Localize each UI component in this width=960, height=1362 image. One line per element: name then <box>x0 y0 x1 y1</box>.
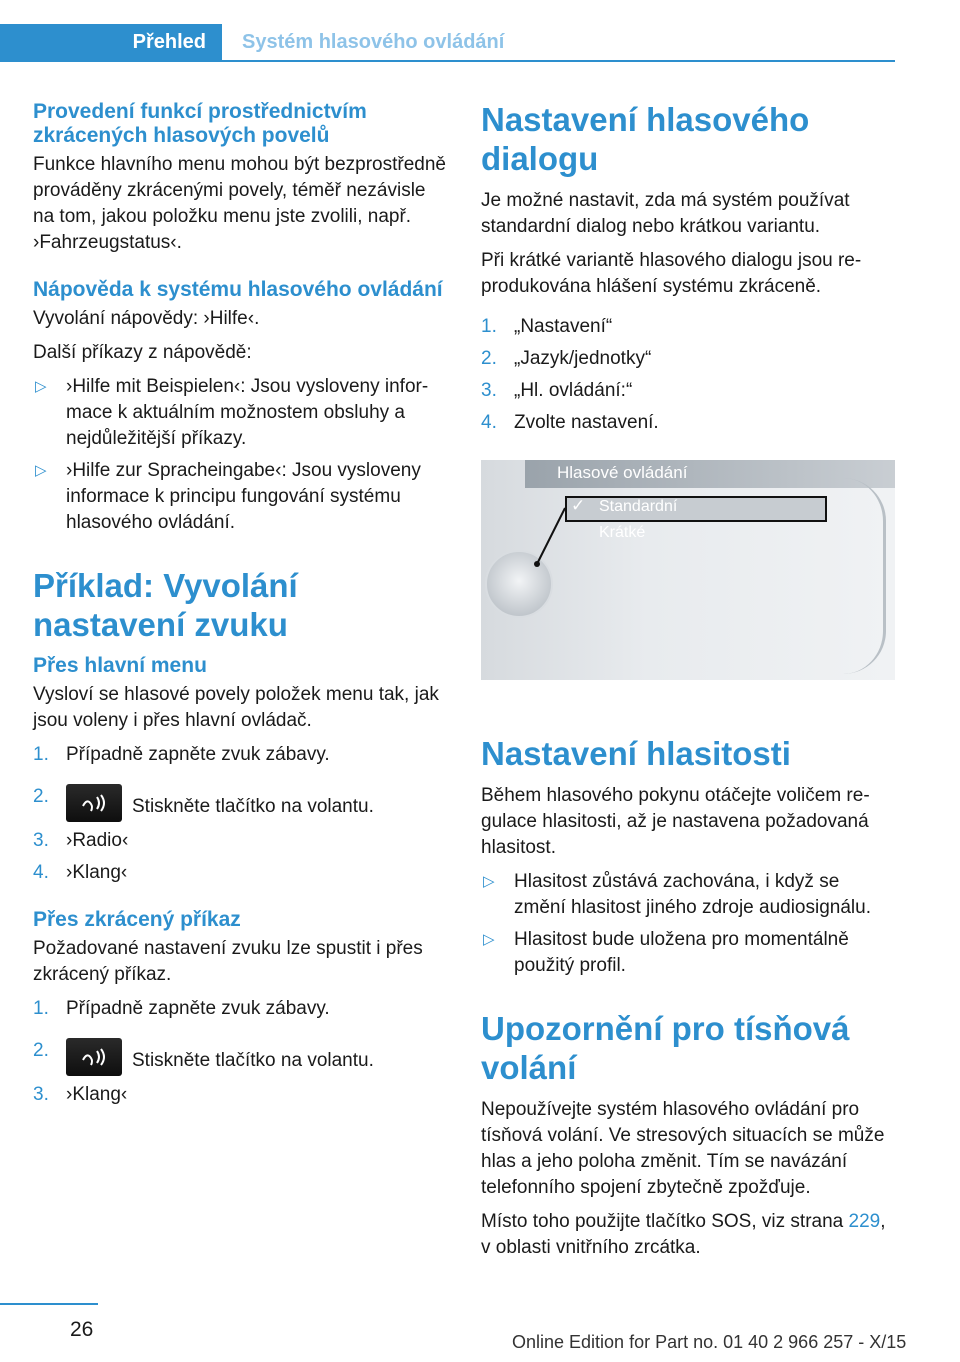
shortcut-body: Požadované nastavení zvuku lze spustit i přes zkrácený příkaz. <box>33 938 423 985</box>
list-item: ▷ ›Hilfe mit Beispielen‹: Jsou vysloveny informace k aktuálním možnostem obsluhy a nejdůležitější příkazy. <box>35 376 429 449</box>
left-column <box>33 100 448 1114</box>
list-item: 3. ›Klang‹ <box>33 1084 128 1105</box>
section-title-shortcuts: Provedení funkcí prostřednictvím zkrácených hlasových povelů <box>33 100 367 147</box>
tab-overview-label: Přehled <box>132 31 206 53</box>
list-item: ▷ ›Hilfe zur Spracheingabe‹: Jsou vysloveny informace k principu fungování systému hlasového ovládání. <box>35 460 421 533</box>
dialog-body-1: Je možné nastavit, zda má systém používat standardní dialog nebo krátkou variantu. <box>481 190 850 237</box>
triangle-bullet-icon: ▷ <box>35 462 47 479</box>
section-title-dialog: Nastavení hlasového dialogu <box>481 101 810 177</box>
tab-voice-control[interactable]: Systém hlasového ovládání <box>242 31 505 53</box>
emergency-body-2: Místo toho použijte tlačítko SOS, viz strana 229, v oblasti vnitřního zrcátka. <box>481 1211 886 1258</box>
help-body-2: Další příkazy z nápovědě: <box>33 342 252 363</box>
right-column <box>481 100 895 1269</box>
header-divider <box>0 60 895 62</box>
triangle-bullet-icon: ▷ <box>483 873 495 890</box>
section-title-volume: Nastavení hlasitosti <box>481 735 791 772</box>
list-item: 4. ›Klang‹ <box>33 862 128 883</box>
idrive-screen-image <box>481 460 895 680</box>
list-item: 4. Zvolte nastavení. <box>481 412 659 433</box>
screen-option-short: Krátké <box>599 524 646 541</box>
dialog-body-2: Při krátké variantě hlasového dialogu jsou reprodukována hlášení systému zkráceně. <box>481 250 862 297</box>
list-item: ▷ Hlasitost zůstává zachována, i když se změní hlasitost jiného zdroje audiosignálu. <box>483 871 871 918</box>
screen-option-standard: Standardní <box>599 498 678 515</box>
edition-text: Online Edition for Part no. 01 40 2 966 257 - X/15 <box>512 1332 907 1352</box>
triangle-bullet-icon: ▷ <box>35 378 47 395</box>
tab-overview[interactable] <box>0 24 222 60</box>
main-menu-steps <box>33 742 448 886</box>
list-item: 1. „Nastavení“ <box>481 316 613 337</box>
screen-title: Hlasové ovládání <box>557 463 688 482</box>
emergency-body-1: Nepoužívejte systém hlasového ovládání pro tísňová volání. Ve stresových situacích se může hlas a jeho poloha změnit. Tím se navázání telefonního spojení zbytečně zpožďuje. <box>481 1099 885 1198</box>
help-body-1: Vyvolání nápovědy: ›Hilfe‹. <box>33 308 260 329</box>
list-item: 2. Stiskněte tlačítko na volantu. <box>33 784 448 822</box>
subtitle-shortcut: Přes zkrácený příkaz <box>33 908 241 931</box>
list-item: ▷ Hlasitost bude uložena pro momentálně použitý profil. <box>483 929 849 976</box>
voice-button-icon <box>66 1038 122 1076</box>
list-item: 1. Případně zapněte zvuk zábavy. <box>33 998 330 1019</box>
dialog-steps <box>481 314 895 436</box>
page-header <box>0 24 895 62</box>
page-number: 26 <box>70 1318 94 1341</box>
section-title-example: Příklad: Vyvolání nastavení zvuku <box>33 567 298 643</box>
shortcuts-body: Funkce hlavního menu mohou být bezprostředně prováděny zkrácenými povely, téměř nezávisle na tom, jakou položku menu jste zvolili, např. ›Fahrzeugstatus‹. <box>33 154 446 253</box>
section-title-emergency: Upozornění pro tísňová volání <box>481 1010 850 1086</box>
list-item: 2. Stiskněte tlačítko na volantu. <box>33 1038 448 1076</box>
volume-bullets <box>481 869 895 979</box>
check-icon: ✓ <box>571 496 586 515</box>
list-item: 3. „Hl. ovládání:“ <box>481 380 633 401</box>
subtitle-main-menu: Přes hlavní menu <box>33 654 207 677</box>
volume-body: Během hlasového pokynu otáčejte voličem regulace hlasitosti, až je nastavena požadovaná hlasitost. <box>481 785 870 858</box>
triangle-bullet-icon: ▷ <box>483 931 495 948</box>
shortcut-steps <box>33 996 448 1108</box>
footer-divider <box>0 1303 98 1305</box>
list-item: 3. ›Radio‹ <box>33 830 129 851</box>
main-menu-body: Vysloví se hlasové povely položek menu tak, jak jsou voleny i přes hlavní ovládač. <box>33 684 439 731</box>
section-title-help: Nápověda k systému hlasového ovládání <box>33 278 443 301</box>
list-item: 2. „Jazyk/jednotky“ <box>481 348 652 369</box>
voice-button-icon <box>66 784 122 822</box>
page-link-229[interactable]: 229 <box>848 1211 881 1232</box>
help-bullets <box>33 374 448 536</box>
pointer-line-icon <box>481 460 895 680</box>
list-item: 1. Případně zapněte zvuk zábavy. <box>33 744 330 765</box>
